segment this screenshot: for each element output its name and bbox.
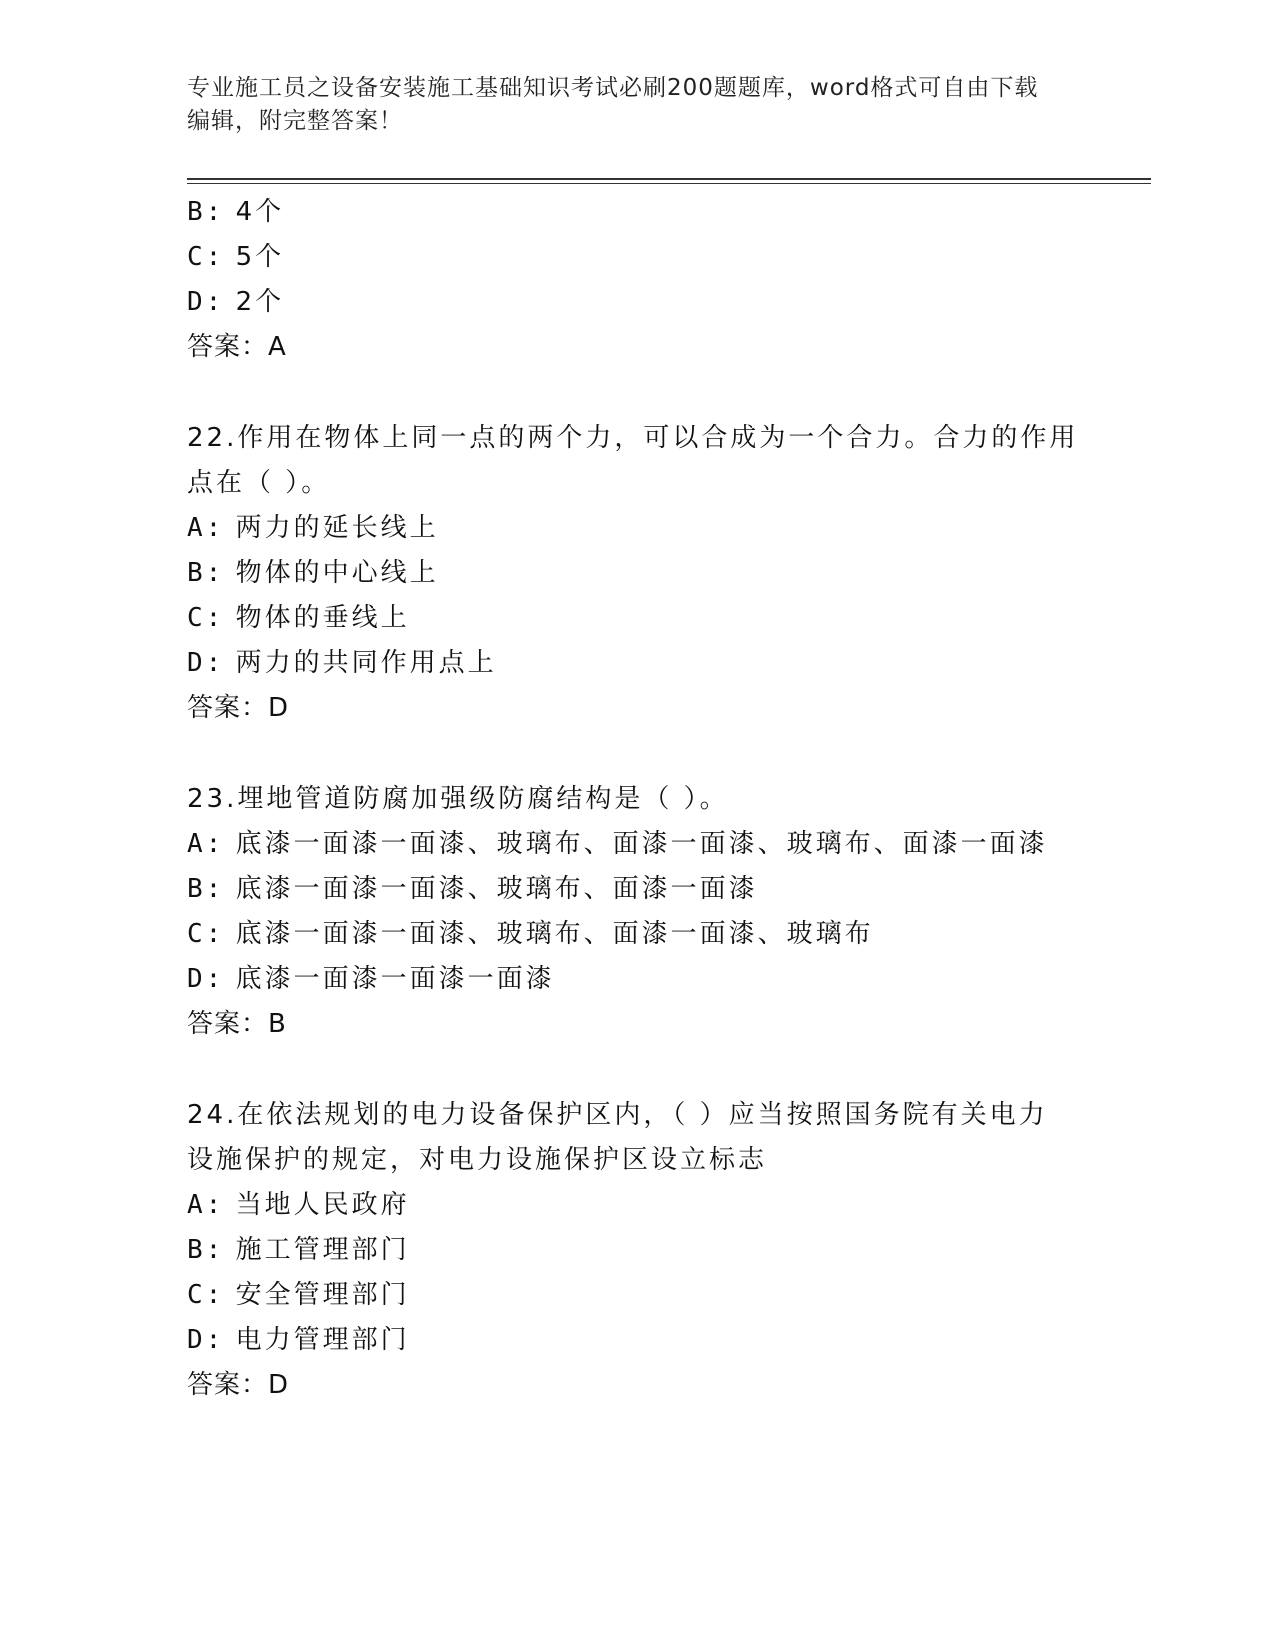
option-a bbox=[187, 1183, 1087, 1228]
option-a bbox=[187, 822, 1087, 867]
option-b bbox=[187, 551, 1087, 596]
option-text: 底漆一面漆一面漆、玻璃布、面漆一面漆、玻璃布 bbox=[235, 919, 874, 949]
option-letter: C: bbox=[187, 1280, 225, 1310]
answer-line: 答案：B bbox=[187, 1009, 287, 1039]
option-c bbox=[187, 1273, 1087, 1318]
option-text: 两力的共同作用点上 bbox=[235, 648, 497, 678]
option-text: 两力的延长线上 bbox=[235, 513, 439, 543]
option-a bbox=[187, 506, 1087, 551]
header-title-line1: 专业施工员之设备安装施工基础知识考试必刷200题题库，word格式可自由下载 bbox=[187, 75, 1039, 101]
option-text: 施工管理部门 bbox=[235, 1235, 410, 1265]
answer-line: 答案：D bbox=[187, 1370, 290, 1400]
option-d bbox=[187, 1318, 1087, 1363]
option-letter: A: bbox=[187, 513, 225, 543]
answer-line: 答案：A bbox=[187, 332, 287, 362]
option-text: 4个 bbox=[235, 197, 285, 227]
question-list bbox=[187, 190, 1087, 1408]
option-d bbox=[187, 280, 1087, 325]
question-stem-line: 23.埋地管道防腐加强级防腐结构是（ ）。 bbox=[187, 784, 729, 814]
option-text: 物体的中心线上 bbox=[235, 558, 439, 588]
option-letter: C: bbox=[187, 242, 225, 272]
option-text: 底漆一面漆一面漆、玻璃布、面漆一面漆、玻璃布、面漆一面漆 bbox=[235, 829, 1048, 859]
question-stem-line: 点在（ ）。 bbox=[187, 468, 331, 498]
option-letter: A: bbox=[187, 1190, 225, 1220]
question-stem-line: 24.在依法规划的电力设备保护区内，（ ）应当按照国务院有关电力 bbox=[187, 1100, 1048, 1130]
option-letter: C: bbox=[187, 919, 225, 949]
option-c bbox=[187, 596, 1087, 641]
document-header bbox=[187, 72, 1067, 138]
option-d bbox=[187, 641, 1087, 686]
header-divider-thin bbox=[187, 183, 1151, 184]
option-letter: D: bbox=[187, 648, 225, 678]
question-stem-line: 22.作用在物体上同一点的两个力，可以合成为一个合力。合力的作用 bbox=[187, 423, 1079, 453]
option-text: 物体的垂线上 bbox=[235, 603, 410, 633]
option-letter: C: bbox=[187, 603, 225, 633]
question-24 bbox=[187, 1093, 1087, 1408]
option-letter: B: bbox=[187, 558, 225, 588]
question-stem-line: 设施保护的规定，对电力设施保护区设立标志 bbox=[187, 1145, 768, 1175]
header-title-line2: 编辑，附完整答案！ bbox=[187, 108, 403, 134]
question-23 bbox=[187, 777, 1087, 1047]
option-letter: B: bbox=[187, 197, 225, 227]
option-text: 安全管理部门 bbox=[235, 1280, 410, 1310]
option-letter: B: bbox=[187, 874, 225, 904]
option-letter: D: bbox=[187, 287, 225, 317]
option-b bbox=[187, 867, 1087, 912]
option-letter: D: bbox=[187, 964, 225, 994]
option-b bbox=[187, 1228, 1087, 1273]
question-22 bbox=[187, 416, 1087, 731]
option-text: 5个 bbox=[235, 242, 285, 272]
option-text: 2个 bbox=[235, 287, 285, 317]
option-text: 底漆一面漆一面漆一面漆 bbox=[235, 964, 555, 994]
answer-line: 答案：D bbox=[187, 693, 290, 723]
option-text: 电力管理部门 bbox=[235, 1325, 410, 1355]
option-b bbox=[187, 190, 1087, 235]
option-letter: A: bbox=[187, 829, 225, 859]
option-text: 底漆一面漆一面漆、玻璃布、面漆一面漆 bbox=[235, 874, 758, 904]
option-text: 当地人民政府 bbox=[235, 1190, 410, 1220]
option-c bbox=[187, 912, 1087, 957]
option-d bbox=[187, 957, 1087, 1002]
header-divider-thick bbox=[187, 178, 1151, 180]
option-c bbox=[187, 235, 1087, 280]
question-21-tail bbox=[187, 190, 1087, 370]
option-letter: B: bbox=[187, 1235, 225, 1265]
option-letter: D: bbox=[187, 1325, 225, 1355]
